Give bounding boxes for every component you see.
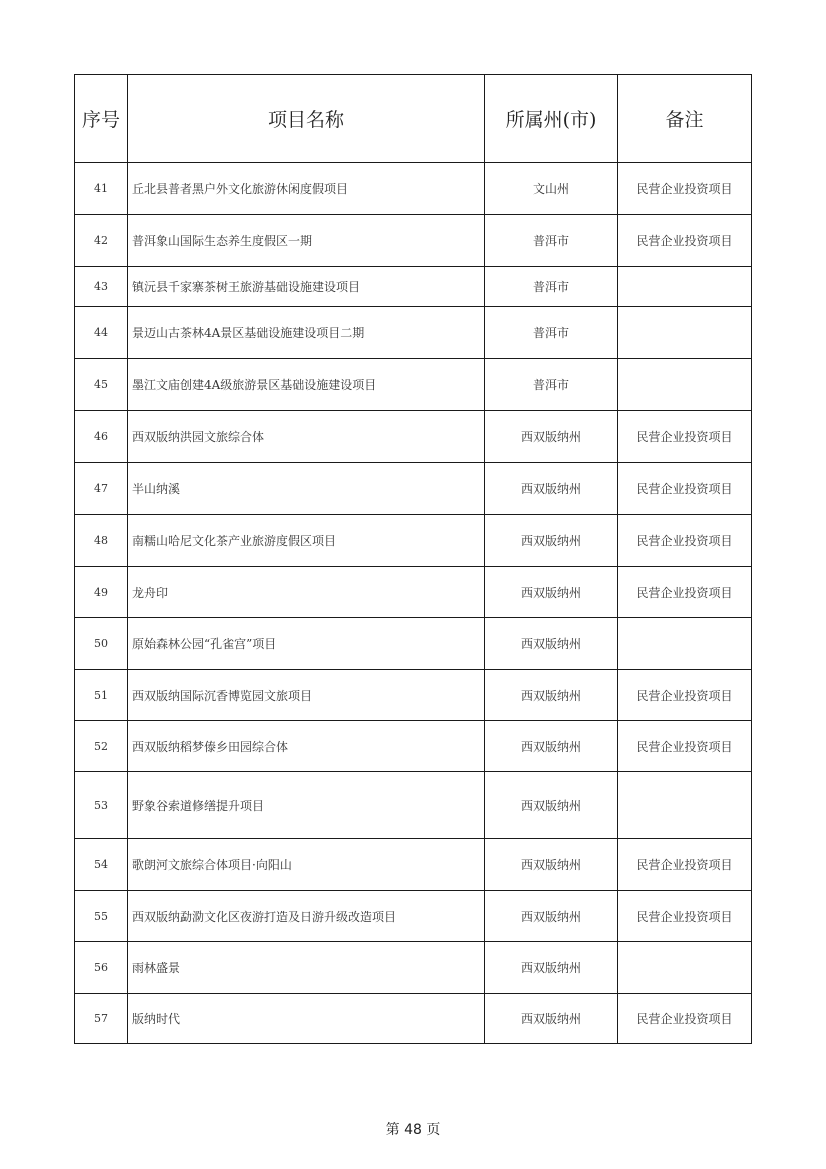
table-row: [75, 721, 752, 772]
row-project-name: 西双版纳国际沉香博览园文旅项目: [128, 670, 485, 721]
row-region: 西双版纳州: [485, 463, 618, 515]
row-index: 44: [75, 307, 128, 359]
row-region: 西双版纳州: [485, 994, 618, 1044]
table-row: [75, 463, 752, 515]
row-index: 46: [75, 411, 128, 463]
row-region: 文山州: [485, 163, 618, 215]
row-project-name: 野象谷索道修缮提升项目: [128, 772, 485, 839]
row-index: 48: [75, 515, 128, 567]
table-header-row: [75, 75, 752, 163]
row-index: 41: [75, 163, 128, 215]
row-region: 西双版纳州: [485, 670, 618, 721]
row-note: 民营企业投资项目: [618, 463, 752, 515]
table-row: [75, 359, 752, 411]
row-region: 普洱市: [485, 359, 618, 411]
row-region: 西双版纳州: [485, 942, 618, 994]
row-note: [618, 359, 752, 411]
row-project-name: 景迈山古茶林4A景区基础设施建设项目二期: [128, 307, 485, 359]
header-region: 所属州(市): [485, 75, 618, 163]
row-project-name: 雨林盛景: [128, 942, 485, 994]
row-note: 民营企业投资项目: [618, 891, 752, 942]
row-region: 西双版纳州: [485, 515, 618, 567]
table-row: [75, 567, 752, 618]
row-index: 54: [75, 839, 128, 891]
row-project-name: 普洱象山国际生态养生度假区一期: [128, 215, 485, 267]
row-project-name: 西双版纳洪园文旅综合体: [128, 411, 485, 463]
table-row: [75, 515, 752, 567]
row-note: 民营企业投资项目: [618, 721, 752, 772]
row-note: [618, 307, 752, 359]
row-index: 53: [75, 772, 128, 839]
row-region: 西双版纳州: [485, 891, 618, 942]
row-index: 47: [75, 463, 128, 515]
table-row: [75, 307, 752, 359]
row-region: 西双版纳州: [485, 411, 618, 463]
table-row: [75, 618, 752, 670]
row-index: 45: [75, 359, 128, 411]
row-index: 43: [75, 267, 128, 307]
row-index: 49: [75, 567, 128, 618]
row-index: 42: [75, 215, 128, 267]
row-project-name: 版纳时代: [128, 994, 485, 1044]
table-row: [75, 772, 752, 839]
table-row: [75, 839, 752, 891]
table-row: [75, 891, 752, 942]
page-number: 第 48 页: [385, 1122, 441, 1138]
row-project-name: 龙舟印: [128, 567, 485, 618]
row-project-name: 原始森林公园“孔雀宫”项目: [128, 618, 485, 670]
row-index: 50: [75, 618, 128, 670]
row-note: 民营企业投资项目: [618, 994, 752, 1044]
row-region: 西双版纳州: [485, 618, 618, 670]
row-project-name: 歌朗河文旅综合体项目·向阳山: [128, 839, 485, 891]
row-project-name: 镇沅县千家寨茶树王旅游基础设施建设项目: [128, 267, 485, 307]
table-row: [75, 267, 752, 307]
row-note: 民营企业投资项目: [618, 163, 752, 215]
row-region: 西双版纳州: [485, 839, 618, 891]
row-note: 民营企业投资项目: [618, 839, 752, 891]
header-note: 备注: [618, 75, 752, 163]
row-note: 民营企业投资项目: [618, 670, 752, 721]
row-note: [618, 942, 752, 994]
row-project-name: 半山纳溪: [128, 463, 485, 515]
header-project-name: 项目名称: [128, 75, 485, 163]
row-region: 普洱市: [485, 307, 618, 359]
row-project-name: 西双版纳稻梦傣乡田园综合体: [128, 721, 485, 772]
row-project-name: 墨江文庙创建4A级旅游景区基础设施建设项目: [128, 359, 485, 411]
row-note: [618, 772, 752, 839]
row-project-name: 丘北县普者黑户外文化旅游休闲度假项目: [128, 163, 485, 215]
row-index: 55: [75, 891, 128, 942]
table-row: [75, 411, 752, 463]
row-note: 民营企业投资项目: [618, 515, 752, 567]
row-region: 普洱市: [485, 267, 618, 307]
row-index: 51: [75, 670, 128, 721]
row-note: 民营企业投资项目: [618, 411, 752, 463]
row-note: 民营企业投资项目: [618, 215, 752, 267]
table-row: [75, 215, 752, 267]
row-note: 民营企业投资项目: [618, 567, 752, 618]
row-region: 西双版纳州: [485, 772, 618, 839]
table-row: [75, 670, 752, 721]
row-note: [618, 267, 752, 307]
row-region: 西双版纳州: [485, 721, 618, 772]
row-project-name: 南糯山哈尼文化茶产业旅游度假区项目: [128, 515, 485, 567]
table-row: [75, 994, 752, 1044]
row-project-name: 西双版纳勐泐文化区夜游打造及日游升级改造项目: [128, 891, 485, 942]
table-row: [75, 163, 752, 215]
header-index: 序号: [75, 75, 128, 163]
table-row: [75, 942, 752, 994]
row-index: 56: [75, 942, 128, 994]
project-table: [74, 74, 752, 1044]
row-index: 52: [75, 721, 128, 772]
row-region: 西双版纳州: [485, 567, 618, 618]
row-note: [618, 618, 752, 670]
row-index: 57: [75, 994, 128, 1044]
row-region: 普洱市: [485, 215, 618, 267]
